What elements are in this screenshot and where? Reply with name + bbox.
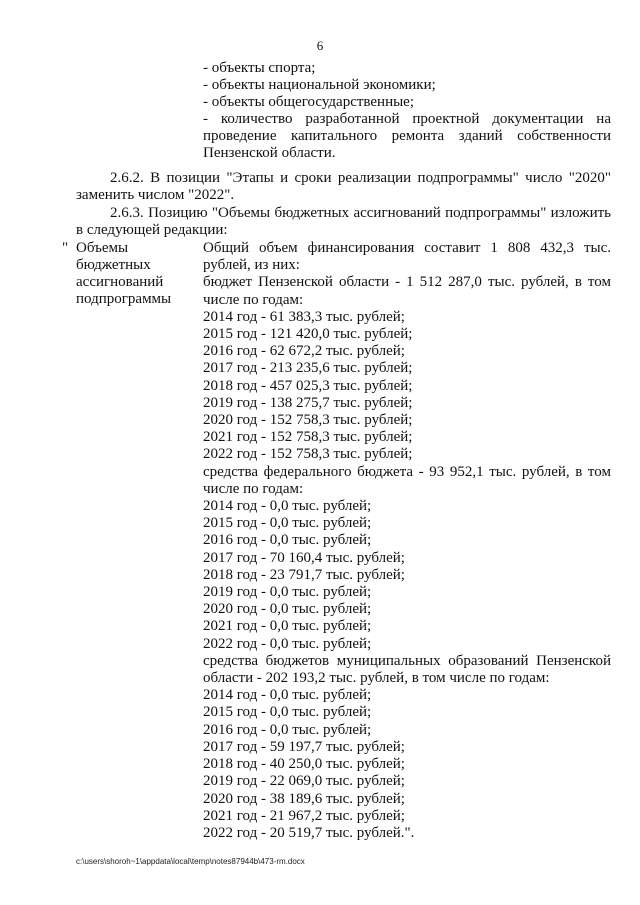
- federal-budget-line: средства федерального бюджета - 93 952,1 тыс. рублей, в том числе по годам:: [203, 463, 611, 497]
- year-line: 2020 год - 152 758,3 тыс. рублей;: [203, 412, 413, 429]
- year-line: 2019 год - 138 275,7 тыс. рублей;: [203, 394, 413, 411]
- year-line: 2015 год - 0,0 тыс. рублей;: [203, 515, 372, 532]
- year-line: 2018 год - 23 791,7 тыс. рублей;: [203, 566, 405, 583]
- year-line: 2014 год - 0,0 тыс. рублей;: [203, 498, 372, 515]
- page-number: 6: [316, 38, 324, 53]
- year-line: 2019 год - 22 069,0 тыс. рублей;: [203, 773, 405, 790]
- year-line: 2021 год - 0,0 тыс. рублей;: [203, 618, 372, 635]
- year-line: 2018 год - 40 250,0 тыс. рублей;: [203, 756, 405, 773]
- table-right-column: [203, 240, 611, 842]
- municipal-budget-line: средства бюджетов муниципальных образований Пензенской области - 202 193,2 тыс. рублей, в том числе по годам:: [203, 652, 611, 687]
- year-line: 2014 год - 61 383,3 тыс. рублей;: [203, 308, 405, 325]
- year-line: 2016 год - 0,0 тыс. рублей;: [203, 532, 372, 549]
- year-line: 2016 год - 62 672,2 тыс. рублей;: [203, 343, 405, 360]
- paragraph-2-6-3: 2.6.3. Позицию "Объемы бюджетных ассигнований подпрограммы" изложить в следующей редакции:: [76, 205, 611, 238]
- bullet-list: [203, 60, 611, 162]
- bullet-item: - объекты общегосударственные;: [203, 94, 415, 110]
- bullet-item: - количество разработанной проектной документации на проведение капитального ремонта зданий собственности Пензенской области.: [203, 111, 611, 161]
- year-line: 2022 год - 0,0 тыс. рублей;: [203, 635, 372, 652]
- year-line: 2018 год - 457 025,3 тыс. рублей;: [203, 377, 413, 394]
- year-line: 2021 год - 152 758,3 тыс. рублей;: [203, 429, 413, 446]
- file-path-footer: c:\users\shoroh~1\appdata\local\temp\notes87944b\473-rm.docx: [76, 857, 305, 866]
- regional-budget-line: бюджет Пензенской области - 1 512 287,0 тыс. рублей, в том числе по годам:: [203, 274, 611, 308]
- year-line: 2020 год - 38 189,6 тыс. рублей;: [203, 790, 405, 807]
- year-line: 2017 год - 213 235,6 тыс. рублей;: [203, 360, 413, 377]
- bullet-item: - объекты спорта;: [203, 60, 316, 76]
- bullet-item: - объекты национальной экономики;: [203, 77, 436, 93]
- opening-quote: ": [62, 240, 69, 256]
- table-left-label: Объемы бюджетных ассигнований подпрограммы: [76, 240, 172, 307]
- paragraph-2-6-2: 2.6.2. В позиции "Этапы и сроки реализации подпрограммы" число "2020" заменить числом "2022".: [76, 170, 611, 203]
- year-line: 2015 год - 121 420,0 тыс. рублей;: [203, 326, 413, 343]
- year-line: 2015 год - 0,0 тыс. рублей;: [203, 704, 372, 721]
- year-line: 2022 год - 20 519,7 тыс. рублей.".: [203, 824, 415, 841]
- year-line: 2017 год - 59 197,7 тыс. рублей;: [203, 738, 405, 755]
- year-line: 2019 год - 0,0 тыс. рублей;: [203, 584, 372, 601]
- year-line: 2021 год - 21 967,2 тыс. рублей;: [203, 807, 405, 824]
- year-line: 2022 год - 152 758,3 тыс. рублей;: [203, 446, 413, 463]
- year-line: 2017 год - 70 160,4 тыс. рублей;: [203, 549, 405, 566]
- total-financing-line: Общий объем финансирования составит 1 808 432,3 тыс. рублей, из них:: [203, 240, 611, 274]
- year-line: 2014 год - 0,0 тыс. рублей;: [203, 687, 372, 704]
- year-line: 2020 год - 0,0 тыс. рублей;: [203, 601, 372, 618]
- year-line: 2016 год - 0,0 тыс. рублей;: [203, 721, 372, 738]
